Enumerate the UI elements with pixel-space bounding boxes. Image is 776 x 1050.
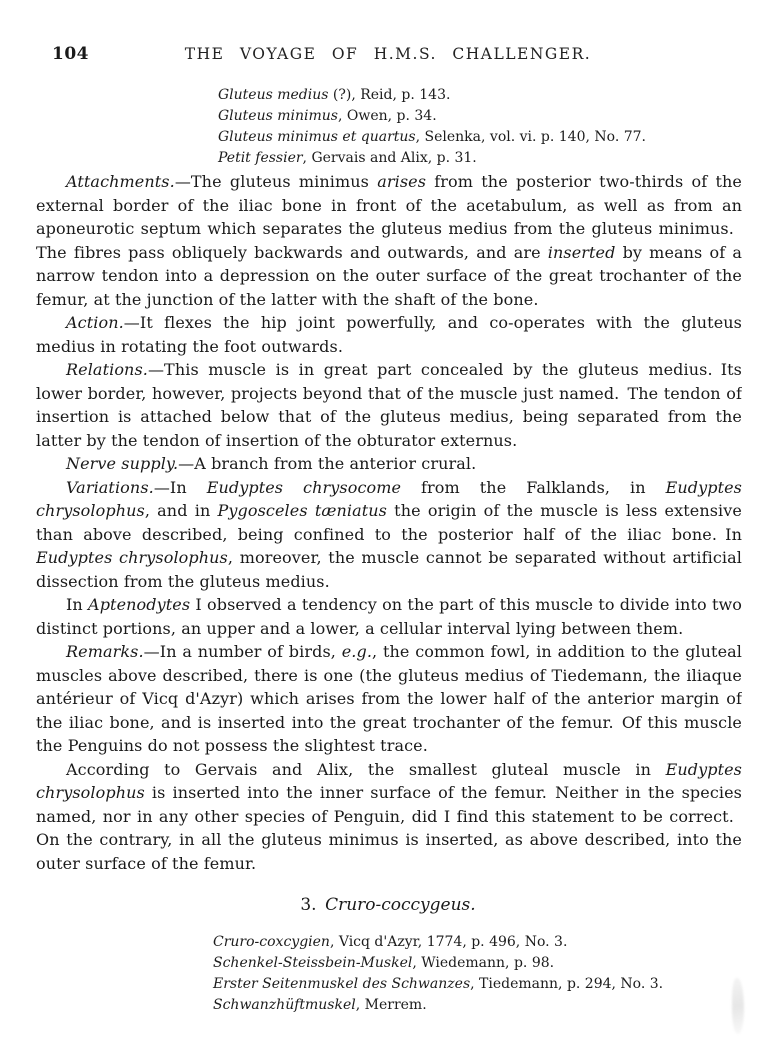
synonym-line (213, 932, 753, 953)
text-segment: Aptenodytes (88, 595, 191, 614)
text-segment: , Selenka, vol. vi. p. 140, No. 77. (415, 129, 646, 145)
text-segment: (?), Reid, p. 143. (328, 87, 451, 103)
text-segment: Nerve supply. (66, 454, 179, 473)
synonym-line (213, 953, 753, 974)
text-segment: , Vicq d'Azyr, 1774, p. 496, No. 3. (329, 934, 568, 950)
text-segment: —It flexes the hip joint powerfully, and co-operates with the gluteus medius in rotating the foot outwards. (36, 313, 742, 356)
paragraph-aptenodytes (36, 593, 742, 640)
text-segment: Cruro-coxcygien (213, 934, 330, 950)
text-segment: Remarks. (66, 642, 144, 661)
synonym-line (218, 106, 738, 127)
text-segment: According to Gervais and Alix, the smallest gluteal muscle in (66, 759, 666, 779)
text-segment: Attachments. (66, 172, 175, 191)
text-segment: , Gervais and Alix, p. 31. (302, 150, 477, 166)
text-segment: , Wiedemann, p. 98. (412, 955, 555, 971)
text-segment: , Merrem. (355, 997, 427, 1013)
paragraph-action (36, 311, 742, 358)
text-segment: Gluteus medius (218, 87, 329, 103)
text-segment: Petit fessier (218, 150, 303, 166)
text-segment: , the common fowl, in addition to the gluteal muscles above described, there is one (the gluteus medius of Tiedemann, the iliaque antérieur of Vicq d'Azyr) which arises from the lower half of the anterior margin of the iliac bone, and is inserted into the great trochanter of the femur. Of this muscle the Penguins do not possess the slightest trace. (36, 642, 742, 755)
text-segment: Pygosceles tæniatus (217, 501, 387, 520)
text-segment: Schenkel-Steissbein-Muskel (213, 955, 413, 971)
synonym-line (213, 995, 753, 1016)
text-segment: from the Falklands, in (401, 477, 666, 497)
synonym-list-cruro-coccygeus (213, 932, 753, 1016)
text-segment: —A branch from the anterior crural. (178, 454, 477, 473)
text-segment: Action. (66, 313, 124, 332)
text-segment: 3. (300, 895, 326, 915)
text-segment: the origin of the muscle is less extensive than above described, being confined to the posterior half of the iliac bone. In (36, 501, 742, 544)
body-text (36, 170, 742, 876)
text-segment: , Tiedemann, p. 294, No. 3. (470, 976, 664, 992)
text-segment: Cruro-coccygeus. (325, 895, 476, 915)
text-segment: , and in (144, 501, 218, 520)
text-segment: Gluteus minimus et quartus (218, 129, 416, 145)
running-title: THE VOYAGE OF H.M.S. CHALLENGER. (184, 45, 592, 63)
text-segment: , Owen, p. 34. (337, 108, 437, 124)
text-segment: Eudyptes chrysolophus (36, 759, 742, 802)
text-segment: —In a number of birds, (143, 642, 342, 661)
paragraph-nerve-supply (36, 452, 742, 476)
text-segment: arises (377, 172, 427, 191)
text-segment: Gluteus minimus (218, 108, 338, 124)
paragraph-according (36, 758, 742, 876)
synonym-line (218, 148, 738, 169)
text-segment: Erster Seitenmuskel des Schwanzes (213, 976, 471, 992)
text-segment: I observed a tendency on the part of this muscle to divide into two distinct portions, an upper and a lower, a cellular interval lying between them. (36, 595, 742, 638)
paragraph-remarks (36, 640, 742, 758)
text-segment: Eudyptes chrysolophus (36, 477, 742, 520)
text-segment: inserted (547, 242, 616, 262)
synonym-line (218, 127, 738, 148)
section-heading-cruro-coccygeus (0, 895, 776, 915)
text-segment: Schwanzhüftmuskel (213, 997, 356, 1013)
text-segment: —In (153, 477, 207, 497)
synonym-list-gluteus (218, 85, 738, 169)
text-segment: In (66, 595, 89, 614)
text-segment: by means of a narrow tendon into a depression on the outer surface of the great trochanter of the femur, at the junction of the latter with the shaft of the bone. (36, 242, 742, 309)
paragraph-relations (36, 358, 742, 452)
synonym-line (218, 85, 738, 106)
text-segment: is inserted into the inner surface of the femur. Neither in the species named, nor in any other species of Penguin, did I find this statement to be correct. On the contrary, in all the gluteus minimus is inserted, as above described, into the outer surface of the femur. (36, 783, 742, 873)
paragraph-attachments (36, 170, 742, 311)
text-segment: , moreover, the muscle cannot be separated without artificial dissection from the gluteus medius. (36, 548, 742, 591)
text-segment: Eudyptes chrysocome (206, 477, 402, 497)
text-segment: Variations. (66, 477, 154, 497)
page-number: 104 (52, 44, 89, 64)
text-segment: Relations. (66, 360, 148, 379)
text-segment: —This muscle is in great part concealed by the gluteus medius. Its lower border, however, projects beyond that of the muscle just named. The tendon of insertion is attached below that of the gluteus medius, being separated from the latter by the tendon of insertion of the obturator externus. (36, 360, 742, 450)
synonym-line (213, 974, 753, 995)
paragraph-variations (36, 476, 742, 594)
text-segment: —The gluteus minimus (174, 172, 378, 191)
text-segment: from the posterior two-thirds of the external border of the iliac bone in front of the acetabulum, as well as from an aponeurotic septum which separates the gluteus medius from the gluteus minimus. The fibres pass obliquely backwards and outwards, and are (36, 172, 742, 262)
text-segment: e.g. (341, 642, 373, 661)
text-segment: Eudyptes chrysolophus (36, 548, 228, 567)
